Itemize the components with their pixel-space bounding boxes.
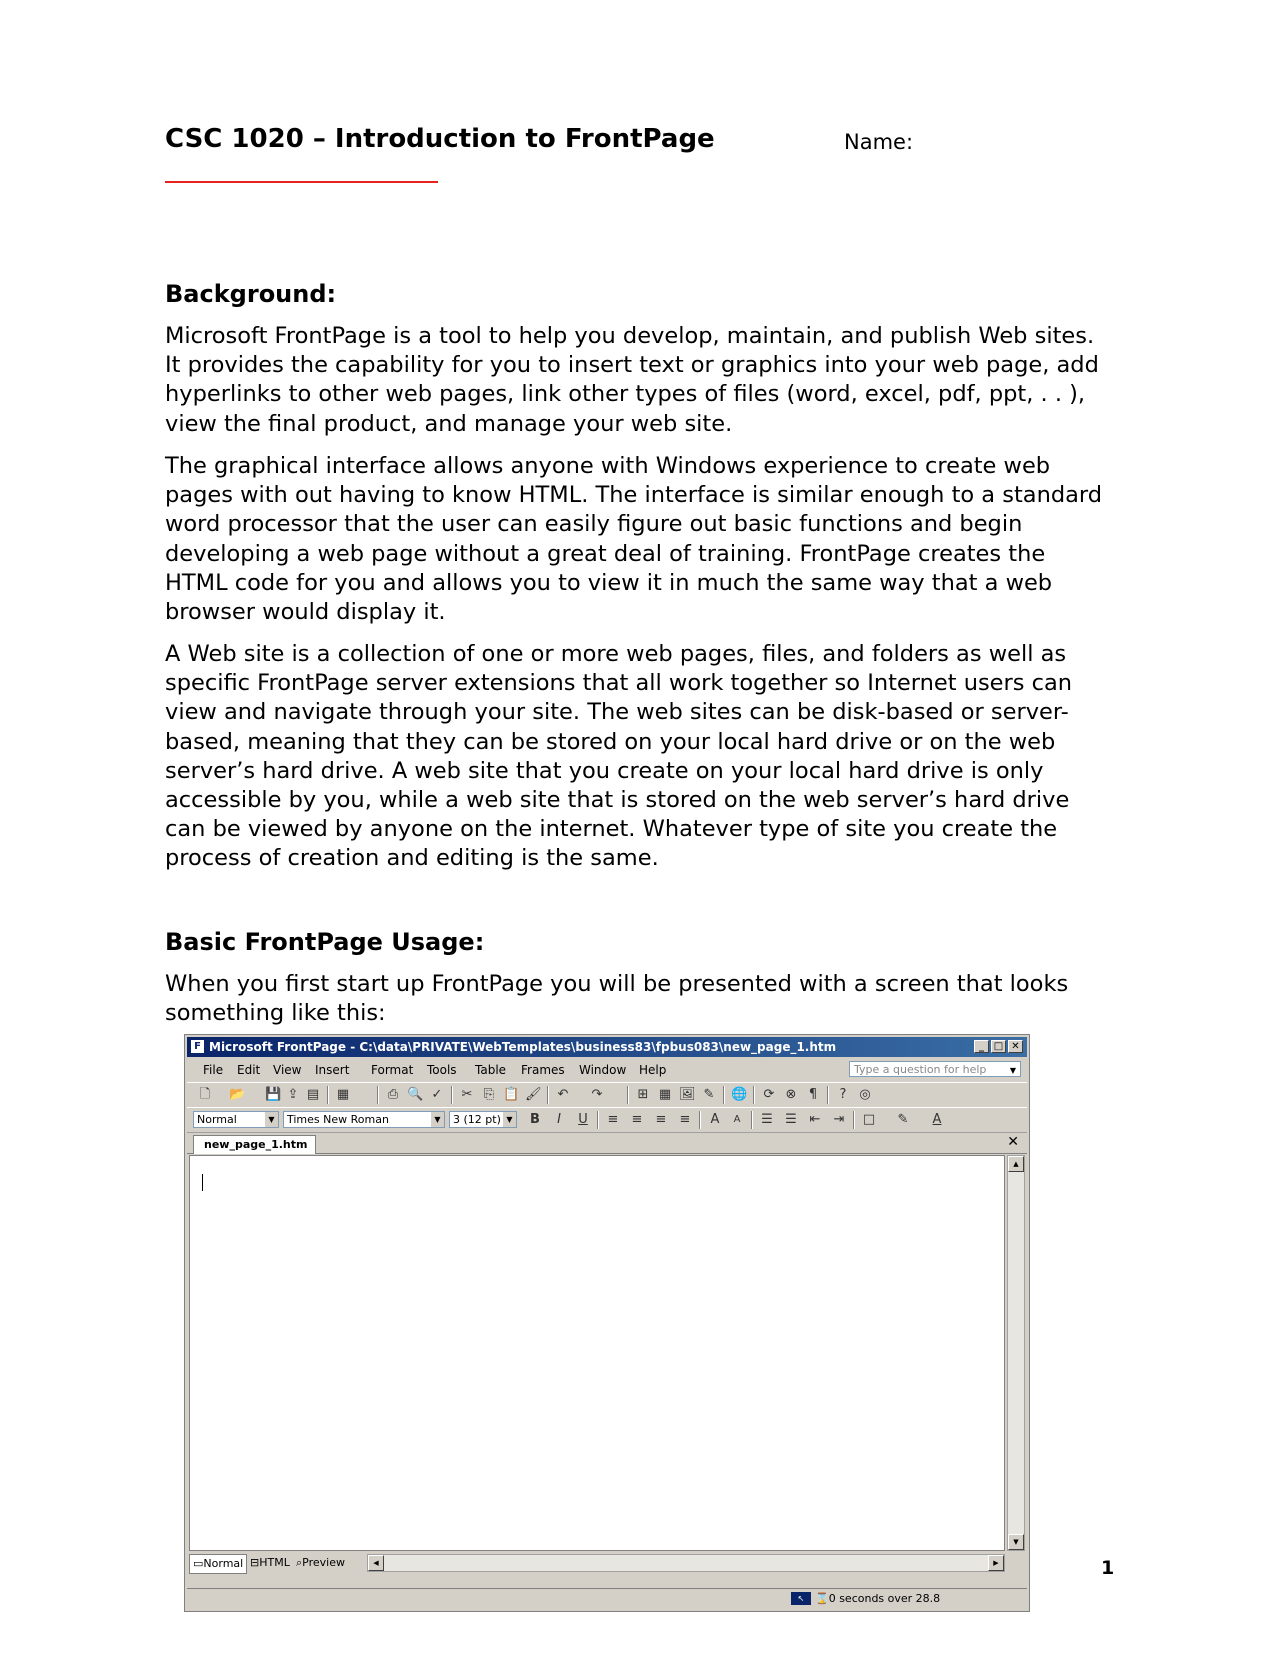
background-paragraph-1: Microsoft FrontPage is a tool to help you develop, maintain, and publish Web sites. It provides the capability for you to insert text or graphics into your web page, add hyperlinks to other web pages, link other types of files (word, excel, pdf, ppt, . . ), view the final product, and manage your web site. [165, 323, 1099, 437]
help-question-box[interactable] [849, 1061, 1021, 1077]
chevron-down-icon: ▼ [431, 1112, 444, 1127]
toolbar-separator [327, 1086, 329, 1104]
close-document-icon[interactable]: ✕ [1007, 1134, 1019, 1150]
new-page-icon[interactable]: 🗋 [199, 1087, 211, 1102]
chevron-down-icon: ▼ [265, 1112, 278, 1127]
menu-help[interactable]: Help [639, 1063, 667, 1077]
decrease-indent-icon[interactable]: ⇤ [809, 1112, 821, 1127]
toolbar-separator [827, 1086, 829, 1104]
justify-icon[interactable]: ≡ [679, 1112, 691, 1127]
insert-table-icon[interactable]: ▦ [658, 1087, 672, 1102]
tab-html-label: HTML [259, 1556, 290, 1569]
background-heading: Background: [165, 280, 337, 308]
standard-toolbar [187, 1082, 1027, 1108]
insert-picture-icon[interactable]: 🖼 [679, 1087, 696, 1102]
formatting-toolbar [187, 1107, 1027, 1133]
web-search-icon[interactable]: ◎ [859, 1087, 871, 1102]
refresh-icon[interactable]: ⟳ [763, 1087, 775, 1102]
stop-icon[interactable]: ⊗ [785, 1087, 797, 1102]
underline-icon[interactable]: U [578, 1112, 588, 1127]
menu-frames[interactable]: Frames [521, 1063, 565, 1077]
align-center-icon[interactable]: ≡ [631, 1112, 643, 1127]
preview-icon[interactable]: 🔍 [407, 1087, 424, 1102]
increase-indent-icon[interactable]: ⇥ [833, 1112, 845, 1127]
minimize-icon[interactable]: _ [974, 1040, 989, 1053]
toolbar-separator [853, 1111, 855, 1129]
frontpage-app-icon: F [191, 1040, 204, 1053]
redo-icon[interactable]: ↷ [591, 1087, 603, 1102]
tab-normal-label: Normal [203, 1557, 244, 1570]
help-icon[interactable]: ? [839, 1087, 847, 1102]
chevron-down-icon: ▼ [503, 1112, 516, 1127]
font-select-value: Times New Roman [287, 1113, 389, 1126]
frontpage-screenshot [184, 1034, 1030, 1612]
download-time-text: 0 seconds over 28.8 [828, 1592, 941, 1605]
background-paragraph-3: A Web site is a collection of one or more web pages, files, and folders as well as specific FrontPage server extensions that all work together so Internet users can view and navigate through your site. The web sites can be disk-based or server-based, meaning that they can be stored on your local hard drive or on the web server’s hard drive. A web site that you create on your local hard drive is only accessible by you, while a web site that is stored on the web server’s hard drive can be viewed by anyone on the internet. Whatever type of site you create the process of creation and editing is the same. [165, 641, 1073, 872]
document-tab[interactable]: new_page_1.htm [193, 1135, 316, 1154]
menu-bar [187, 1059, 1027, 1081]
open-icon[interactable]: 📂 [229, 1087, 246, 1102]
show-all-icon[interactable]: ¶ [808, 1087, 818, 1102]
window-title: Microsoft FrontPage - C:\data\PRIVATE\WebTemplates\business83\fpbus083\new_page_1.htm [209, 1040, 837, 1054]
menu-window[interactable]: Window [579, 1063, 627, 1077]
toolbar-separator [451, 1086, 453, 1104]
drawing-icon[interactable]: ✎ [703, 1087, 715, 1102]
publish-icon[interactable]: ⇪ [287, 1087, 299, 1102]
usage-intro: When you first start up FrontPage you will be presented with a screen that looks something like this: [165, 971, 1069, 1027]
cut-icon[interactable]: ✂ [461, 1087, 473, 1102]
web-component-icon[interactable]: ▦ [336, 1087, 350, 1102]
highlight-icon[interactable]: ✎ [897, 1112, 909, 1127]
connection-icon: ↖ [791, 1592, 811, 1605]
name-underline [165, 181, 438, 183]
toolbar-separator [547, 1086, 549, 1104]
borders-icon[interactable]: □ [862, 1112, 876, 1127]
tab-preview[interactable]: ⌕Preview [296, 1556, 345, 1569]
font-size-select[interactable] [449, 1111, 517, 1128]
menu-table[interactable]: Table [475, 1063, 507, 1077]
print-icon[interactable]: ⎙ [387, 1087, 399, 1102]
paste-icon[interactable]: 📋 [503, 1087, 520, 1102]
copy-icon[interactable]: ⎘ [483, 1087, 495, 1102]
font-size-value: 3 (12 pt) [453, 1113, 501, 1126]
toolbar-separator [753, 1086, 755, 1104]
scroll-down-icon[interactable]: ▼ [1008, 1534, 1024, 1550]
menu-tools[interactable]: Tools [427, 1063, 457, 1077]
italic-icon[interactable]: I [557, 1112, 561, 1127]
font-color-icon[interactable]: A [932, 1112, 942, 1127]
font-select[interactable] [283, 1111, 445, 1128]
toolbar-separator [627, 1086, 629, 1104]
background-paragraph-2: The graphical interface allows anyone with Windows experience to create web pages with out having to know HTML. The interface is similar enough to a standard word processor that the user can easily figure out basic functions and begin developing a web page without a great deal of training. FrontPage creates the HTML code for you and allows you to view it in much the same way that a web browser would display it. [165, 453, 1103, 626]
tab-normal[interactable]: ▭Normal [189, 1554, 247, 1574]
status-bar [187, 1588, 1027, 1609]
spelling-icon[interactable]: ✓ [431, 1087, 443, 1102]
align-left-icon[interactable]: ≡ [607, 1112, 619, 1127]
menu-view[interactable]: View [273, 1063, 302, 1077]
align-right-icon[interactable]: ≡ [655, 1112, 667, 1127]
numbered-list-icon[interactable]: ☰ [761, 1112, 773, 1127]
style-select-value: Normal [197, 1113, 237, 1126]
style-select[interactable] [193, 1111, 279, 1128]
scroll-up-icon[interactable]: ▲ [1008, 1156, 1024, 1172]
document-title: CSC 1020 – Introduction to FrontPage [165, 124, 715, 154]
usage-heading: Basic FrontPage Usage: [165, 928, 485, 956]
undo-icon[interactable]: ↶ [557, 1087, 569, 1102]
horizontal-scrollbar[interactable] [367, 1554, 1005, 1572]
bold-icon[interactable]: B [530, 1112, 540, 1127]
scroll-left-icon[interactable]: ◀ [368, 1555, 384, 1571]
chevron-down-icon: ▼ [1009, 1066, 1017, 1075]
page-number: 1 [1101, 1557, 1115, 1579]
format-painter-icon[interactable]: 🖌 [525, 1087, 542, 1102]
tab-preview-label: Preview [302, 1556, 345, 1569]
scroll-right-icon[interactable]: ▶ [988, 1555, 1004, 1571]
name-label: Name: [844, 130, 914, 154]
toolbar-separator [751, 1111, 753, 1129]
close-icon[interactable]: ✕ [1008, 1040, 1023, 1053]
bulleted-list-icon[interactable]: ☰ [785, 1112, 797, 1127]
maximize-icon[interactable]: □ [991, 1040, 1006, 1053]
increase-font-icon[interactable]: A [710, 1112, 720, 1127]
editing-canvas[interactable] [189, 1155, 1005, 1551]
toolbar-separator [377, 1086, 379, 1104]
toolbar-separator [597, 1111, 599, 1129]
download-time-status: ⌛0 seconds over 28.8 [815, 1592, 941, 1605]
decrease-font-icon[interactable]: A [733, 1114, 741, 1125]
save-icon[interactable]: 💾 [265, 1087, 282, 1102]
help-question-placeholder: Type a question for help [854, 1063, 987, 1076]
window-titlebar [187, 1037, 1027, 1057]
document-tab-row [187, 1133, 1027, 1154]
hyperlink-icon[interactable]: 🌐 [731, 1087, 748, 1102]
folders-icon[interactable]: ▤ [306, 1087, 320, 1102]
insert-component-icon[interactable]: ⊞ [637, 1087, 649, 1102]
menu-format[interactable]: Format [371, 1063, 414, 1077]
menu-file[interactable]: File [203, 1063, 224, 1077]
menu-insert[interactable]: Insert [315, 1063, 350, 1077]
toolbar-separator [699, 1111, 701, 1129]
view-tabs-bar [189, 1553, 1005, 1573]
text-cursor [202, 1174, 203, 1191]
toolbar-separator [723, 1086, 725, 1104]
vertical-scrollbar[interactable] [1007, 1155, 1025, 1551]
tab-html[interactable]: ⊟HTML [250, 1556, 290, 1569]
menu-edit[interactable]: Edit [237, 1063, 261, 1077]
